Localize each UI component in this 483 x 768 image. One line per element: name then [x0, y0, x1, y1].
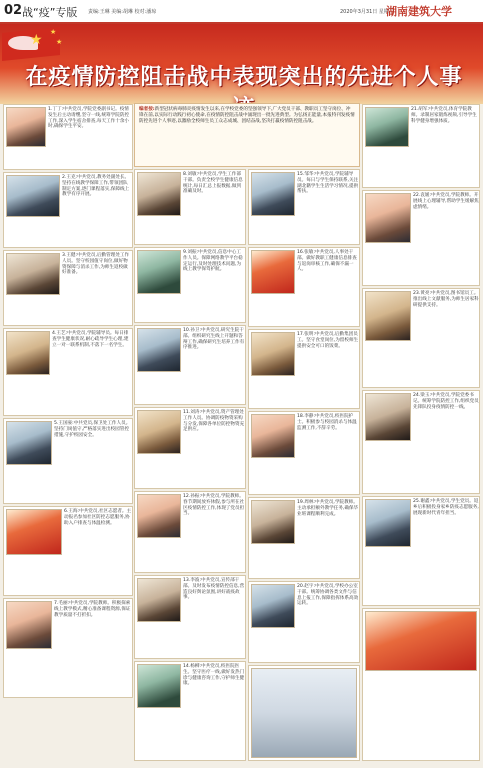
- page-title: 在疫情防控阻击战中表现突出的先进个人事: [25, 65, 463, 90]
- person-card-7: [3, 598, 133, 698]
- person-text: 17.张明:中共党员,后勤集团员工。坚守食堂岗位,为留校师生提供安全可口的饭菜。: [297, 332, 359, 349]
- editor-note: [134, 103, 360, 167]
- issue-date: 2020年3月31日 星期二: [340, 9, 394, 15]
- person-text: 3.王健:中共党员,后勤管理处工作人员。坚守校园值守岗位,做好物资保障与消杀工作,为师生返校做好准备。: [62, 253, 130, 276]
- person-card-9: [134, 247, 246, 323]
- person-text: 19.周林:中共党员,学院教师。主动承担额外教学任务,确保毕业班课程顺利完成。: [297, 500, 359, 517]
- person-text: 8.刘敏:中共党员,学生工作部干部。负责全校学生健康信息统计,每日汇总上报数据,做到准确及时。: [183, 172, 243, 195]
- person-photo: [365, 393, 411, 441]
- campus-building-photo: [248, 665, 360, 761]
- person-photo: [6, 601, 52, 649]
- person-photo: [365, 499, 411, 547]
- person-photo: [6, 253, 60, 295]
- person-photo: [251, 500, 295, 544]
- person-card-23: [362, 288, 480, 388]
- flag-photo-card: [362, 608, 480, 761]
- person-photo: [251, 332, 295, 376]
- person-card-11: [134, 407, 246, 489]
- person-text: 4.王艺:中共党员,学院辅导员。每日排查学生健康状况,耐心疏导学生心理,建立一对一联系机制,不落下一名学生。: [52, 331, 129, 348]
- person-card-2: [3, 172, 133, 248]
- person-photo: [6, 107, 46, 147]
- star-icon: ★: [30, 32, 43, 48]
- person-card-17: [248, 329, 360, 409]
- person-photo: [137, 250, 181, 294]
- person-text: 15.邹华:中共党员,学院辅导员。每日与学生保持联系,关注湖北籍学生生活学习情况,提供帮扶。: [297, 172, 359, 195]
- star-icon: ★: [56, 38, 63, 46]
- person-card-6: [3, 506, 133, 596]
- editor-note-text: 新型冠状病毒肺炎疫情发生以来,在学校党委的坚强领导下,广大党员干部、教职员工坚守岗位、冲锋在前,以实际行动践行初心使命,在疫情防控阻击战中涌现出一批先进典型。为弘扬正能量,本报特刊发疫情防控先进个人事迹,以激励全校师生员工众志成城、团结奋战,坚决打赢疫情防控阻击战。: [139, 107, 355, 124]
- person-card-12: [134, 491, 246, 573]
- person-photo: [137, 172, 181, 216]
- person-card-13: [134, 575, 246, 659]
- person-card-1: [3, 104, 133, 170]
- person-card-18: [248, 411, 360, 495]
- person-card-25: [362, 496, 480, 606]
- person-photo: [137, 410, 181, 454]
- person-text: 9.刘振:中共党员,信息中心工作人员。保障网络教学平台稳定运行,及时处理技术问题,为线上教学保驾护航。: [183, 250, 243, 273]
- person-text: 25.谢鑫:中共党员,学生党员。返乡后积极投身家乡防疫志愿服务,展现新时代青年担当。: [413, 499, 479, 516]
- person-text: 20.赵宇:中共党员,学校办公室干部。统筹协调各类文件与信息上报工作,保障指挥体系高效运转。: [297, 584, 359, 607]
- page-number: 02: [4, 3, 23, 18]
- person-photo: [6, 175, 60, 217]
- person-card-5: [3, 418, 133, 504]
- person-text: 24.梁玉:中共党员,学院党委书记。统筹学院防控工作,组织党员先锋队投身疫情防控一线。: [413, 393, 479, 410]
- edition-info: 责编:王琳 美编:胡琳 校对:潘琼: [88, 9, 157, 15]
- person-card-24: [362, 390, 480, 494]
- person-photo: [137, 664, 181, 708]
- person-text: 6.王海:中共党员,社区志愿者。主动报名参加社区防控志愿服务,协助入户排查与体温检测。: [64, 509, 132, 526]
- editor-note-label: 编者按:: [139, 107, 155, 112]
- person-text: 12.孙振:中共党员,学院教师。春节期间放弃休假,参与所在社区疫情防控工作,体现了党员担当。: [183, 494, 245, 517]
- person-text: 18.李静:中共党员,校医院护士。积极参与校园消杀与体温监测工作,不辞辛劳。: [297, 414, 357, 431]
- person-photo: [137, 578, 181, 622]
- person-photo: [6, 331, 50, 375]
- person-photo: [251, 250, 295, 294]
- person-text: 10.孙卫:中共党员,研究生院干部。组织研究生线上开题和答辩工作,确保研究生培养工作有序推进。: [183, 328, 245, 351]
- person-text: 2.王克:中共党员,教务处副处长。坚持在线教学保障工作,带领团队制定方案,逐门课程落实,保障线上教学有序开展。: [62, 175, 130, 198]
- building-photo: [251, 668, 357, 758]
- person-photo: [251, 414, 295, 458]
- person-card-15: [248, 169, 360, 245]
- person-photo: [137, 328, 181, 372]
- person-photo: [251, 172, 295, 216]
- person-text: 1.丁丁:中共党员,学院党委副书记。疫情发生后主动请缨,坚守一线,统筹学院防控工作,深入学生宿舍排查,每天工作十余小时,确保学生平安。: [48, 107, 130, 130]
- person-text: 22.袁媛:中共党员,学院教师。开展线上心理辅导,帮助学生缓解焦虑情绪。: [413, 193, 479, 210]
- person-photo: [365, 107, 409, 147]
- person-card-16: [248, 247, 360, 327]
- person-card-8: [134, 169, 246, 245]
- person-text: 14.杨柳:中共党员,校医院医生。坚守医疗一线,做好发热门诊与健康咨询工作,守护师生健康。: [183, 664, 245, 687]
- page-bottom: [0, 762, 483, 768]
- person-text: 5.王国豪:中共党员,保卫处工作人员。坚持门岗值守,严格落实进出校园管控措施,守护校园安全。: [54, 421, 131, 438]
- person-text: 11.刘涛:中共党员,资产管理处工作人员。协调防疫物资采购与分发,保障各单位防控物资充足供应。: [183, 410, 245, 433]
- person-photo: [6, 509, 62, 555]
- page-header: [0, 0, 483, 24]
- person-text: 21.胡军:中共党员,体育学院教师。录制居家锻炼视频,引导学生科学健身增强体质。: [411, 107, 477, 124]
- person-card-21: [362, 104, 480, 188]
- section-tag: 战“疫”专版: [22, 6, 78, 19]
- person-text: 7.毛丽:中共党员,学院教师。积极探索线上教学模式,精心准备课程资源,保证教学质量不打折扣。: [54, 601, 131, 618]
- person-card-20: [248, 581, 360, 663]
- person-photo: [365, 291, 411, 341]
- person-card-4: [3, 328, 133, 416]
- person-photo: [365, 193, 411, 243]
- title-banner: [0, 24, 483, 104]
- person-card-3: [3, 250, 133, 326]
- star-icon: ★: [50, 28, 57, 36]
- person-text: 23.黄亮:中共党员,图书馆员工。推出线上文献服务,为师生居家科研提供支持。: [413, 291, 479, 308]
- person-card-10: [134, 325, 246, 405]
- person-text: 13.李波:中共党员,宣传部干部。及时发布疫情防控信息,营造良好舆论氛围,讲好战疫故事。: [183, 578, 245, 601]
- person-photo: [137, 494, 181, 538]
- masthead-logo: 湖南建筑大学: [386, 5, 452, 18]
- person-photo: [251, 584, 295, 628]
- person-text: 16.张敏:中共党员,人事处干部。做好教职工健康信息排查与返岗审核工作,确保不漏一人。: [297, 250, 357, 273]
- person-card-19: [248, 497, 360, 579]
- person-card-22: [362, 190, 480, 286]
- person-card-14: [134, 661, 246, 761]
- flag-photo: [365, 611, 477, 671]
- person-photo: [6, 421, 52, 465]
